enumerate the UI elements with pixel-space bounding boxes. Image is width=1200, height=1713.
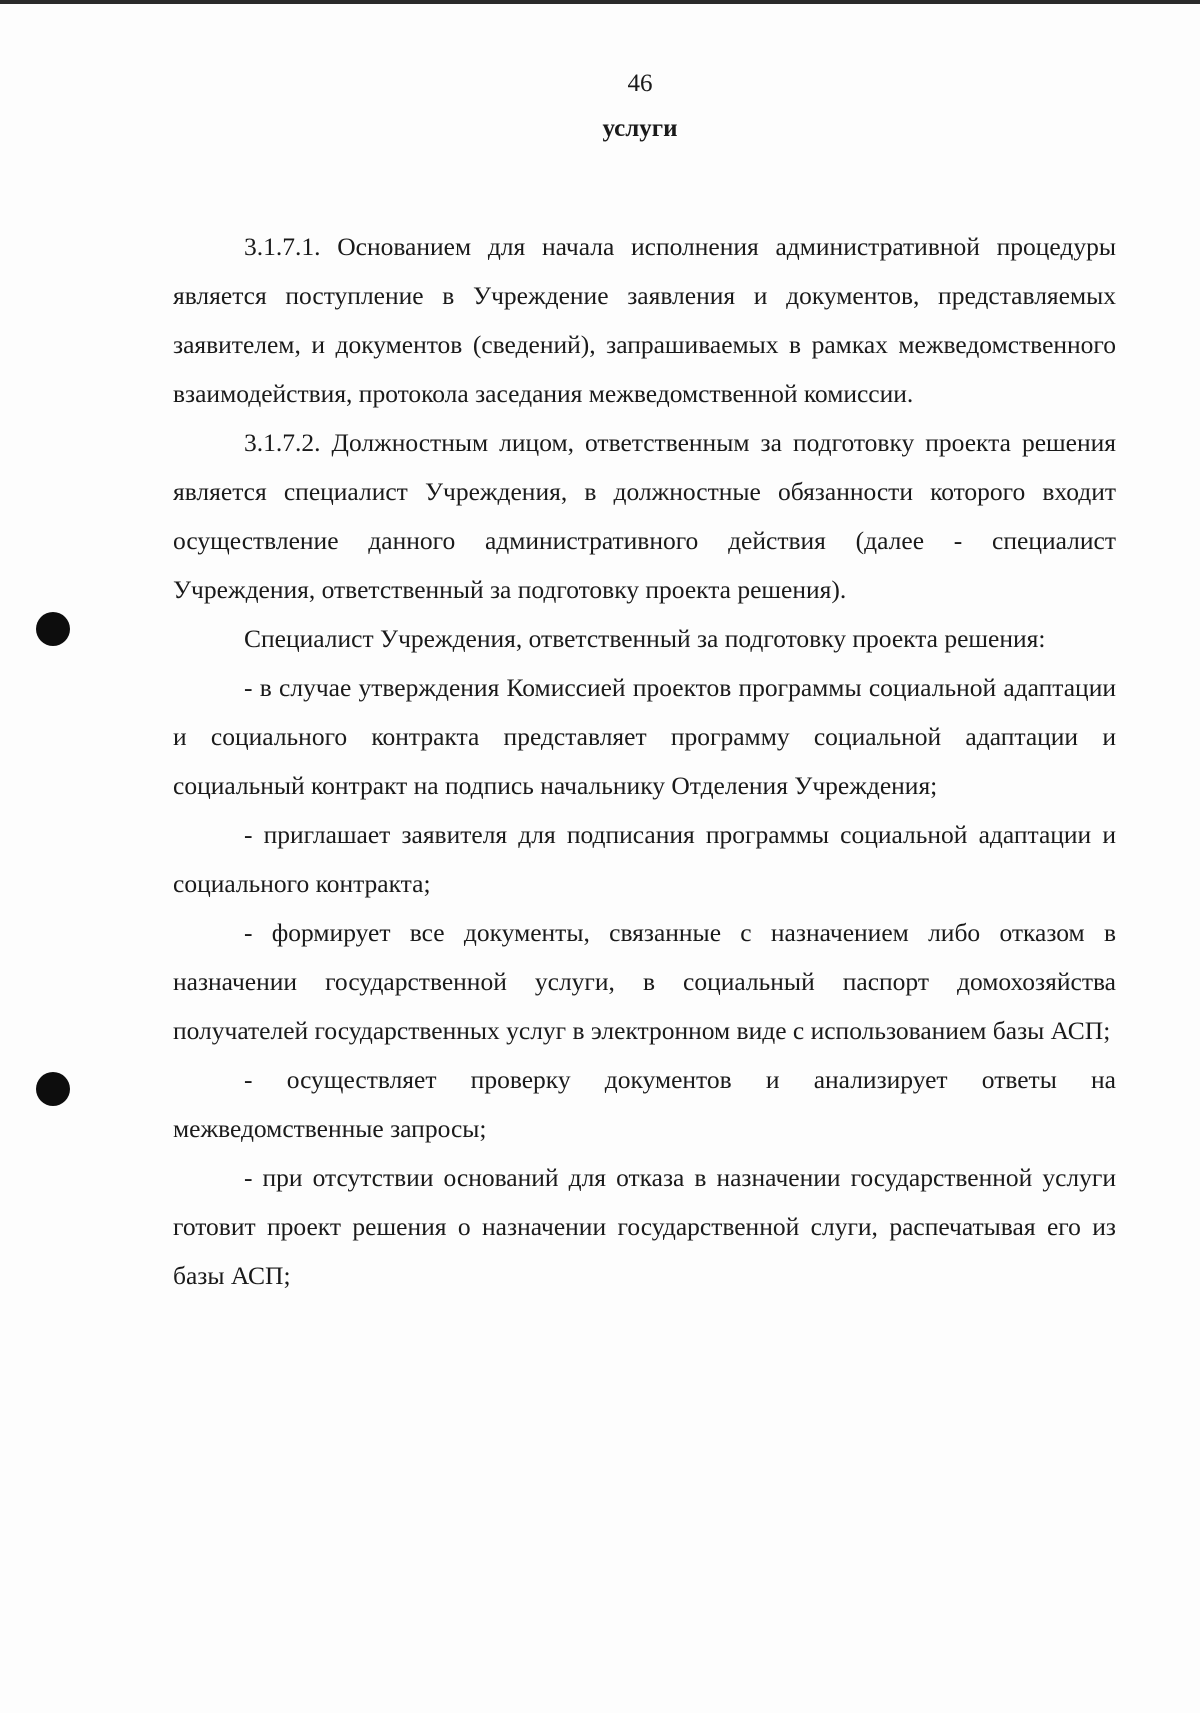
paragraph-3-1-7-2: 3.1.7.2. Должностным лицом, ответственным за подготовку проекта решения является специалист Учреждения, в должностные обязанности которого входит осуществление данного административного действия (далее - специалист Учреждения, ответственный за подготовку проекта решения). — [173, 428, 1116, 604]
list-item-documents: - формирует все документы, связанные с назначением либо отказом в назначении государственной услуги, в социальный паспорт домохозяйства получателей государственных услуг в электронном виде с использованием базы АСП; — [173, 918, 1116, 1045]
punch-hole-upper — [36, 612, 70, 646]
paragraph-specialist-intro: Специалист Учреждения, ответственный за подготовку проекта решения: — [244, 624, 1046, 653]
scan-top-edge — [0, 0, 1200, 4]
list-item-verification: - осуществляет проверку документов и анализирует ответы на межведомственные запросы; — [173, 1065, 1116, 1143]
paragraph-3-1-7-1: 3.1.7.1. Основанием для начала исполнения административной процедуры является поступление в Учреждение заявления и документов, представляемых заявителем, и документов (сведений), запрашиваемых в рамках межведомственного взаимодействия, протокола заседания межведомственной комиссии. — [173, 232, 1116, 408]
document-body — [173, 222, 1116, 1300]
section-heading: услуги — [602, 115, 678, 142]
list-item-invite: - приглашает заявителя для подписания программы социальной адаптации и социального контракта; — [173, 820, 1116, 898]
list-item-approval: - в случае утверждения Комиссией проектов программы социальной адаптации и социального контракта представляет программу социальной адаптации и социальный контракт на подпись начальнику Отделения Учреждения; — [173, 673, 1116, 800]
list-item-draft-decision: - при отсутствии оснований для отказа в назначении государственной услуги готовит проект решения о назначении государственной слуги, распечатывая его из базы АСП; — [173, 1163, 1116, 1290]
punch-hole-lower — [36, 1072, 70, 1106]
page-number: 46 — [627, 70, 653, 97]
